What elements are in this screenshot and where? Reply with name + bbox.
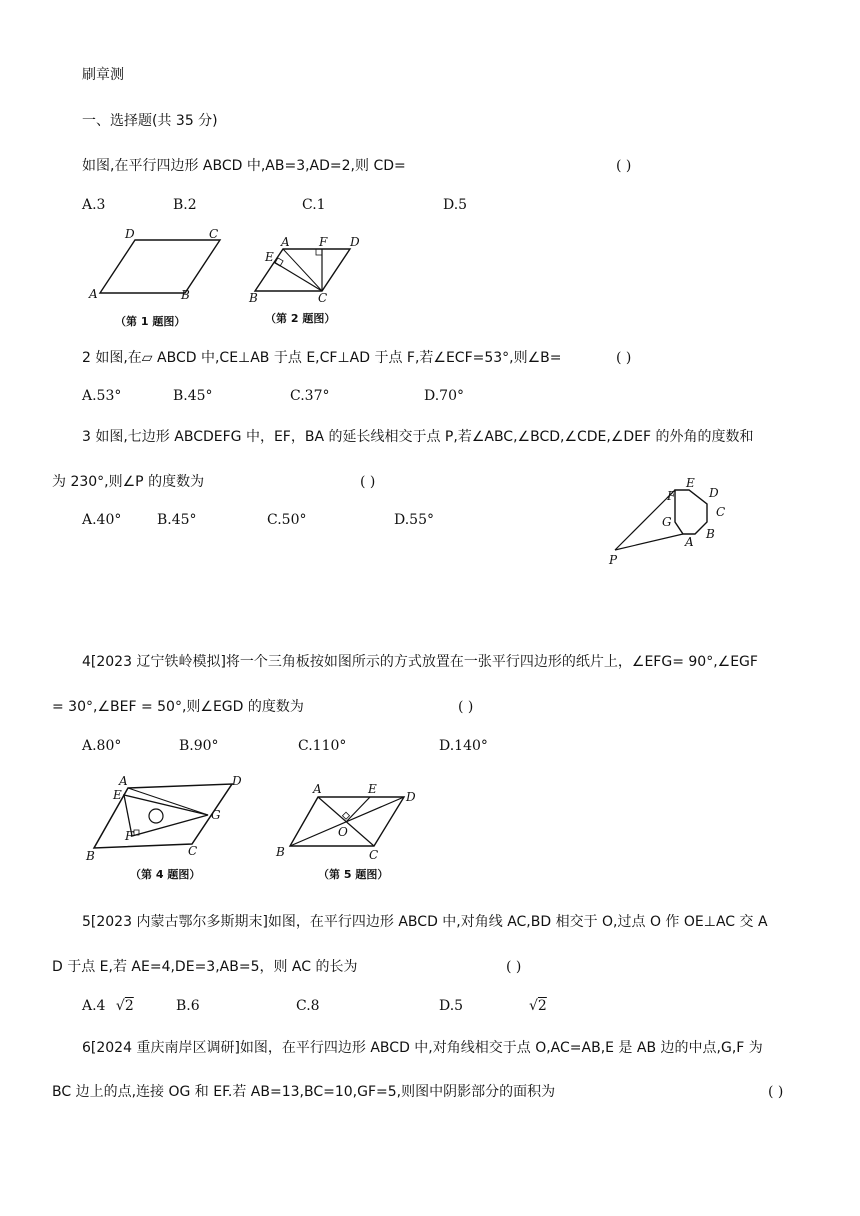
- q5-option-b: B.6: [176, 998, 200, 1014]
- q4-answer-paren: ( ): [458, 699, 474, 715]
- q1-option-d: D.5: [443, 197, 468, 213]
- q3-answer-paren: ( ): [360, 474, 376, 490]
- q1-option-c: C.1: [302, 197, 326, 213]
- page-title: 刷章测: [82, 67, 124, 83]
- svg-text:E: E: [368, 782, 377, 796]
- q2-option-c: C.37°: [290, 388, 330, 404]
- figure-q4-q5: [82, 770, 442, 890]
- svg-text:C: C: [209, 227, 219, 241]
- q5-option-d-sqrt: √2: [529, 998, 547, 1014]
- q5-option-d: D.5: [439, 998, 464, 1014]
- figure-1-caption: （第 1 题图）: [115, 315, 186, 328]
- figure-q1-q2: [85, 225, 385, 335]
- svg-text:A: A: [119, 774, 128, 788]
- q2-option-b: B.45°: [173, 388, 213, 404]
- svg-text:E: E: [686, 476, 695, 490]
- svg-text:O: O: [338, 825, 348, 839]
- q1-option-b: B.2: [173, 197, 197, 213]
- svg-text:A: A: [89, 287, 98, 301]
- section-heading: 一、选择题(共 35 分): [82, 113, 218, 129]
- svg-text:G: G: [662, 515, 672, 529]
- figure-2-caption: （第 2 题图）: [265, 312, 336, 325]
- q6-stem-line1: 6[2024 重庆南岸区调研]如图，在平行四边形 ABCD 中,对角线相交于点 O,AC=AB,E 是 AB 边的中点,G,F 为: [82, 1040, 763, 1056]
- q5-option-d-radicand: 2: [537, 998, 547, 1014]
- q3-option-b: B.45°: [157, 512, 197, 528]
- svg-text:A: A: [685, 535, 694, 549]
- svg-text:E: E: [265, 250, 274, 264]
- svg-text:P: P: [609, 553, 618, 567]
- q5-stem-line2: D 于点 E,若 AE=4,DE=3,AB=5，则 AC 的长为: [52, 959, 358, 975]
- svg-text:C: C: [188, 844, 198, 858]
- q3-option-a: A.40°: [82, 512, 122, 528]
- q3-stem-line2: 为 230°,则∠P 的度数为: [52, 474, 205, 490]
- svg-text:C: C: [369, 848, 379, 862]
- svg-text:G: G: [211, 808, 221, 822]
- svg-text:F: F: [667, 489, 676, 503]
- figure-1-parallelogram: [88, 227, 220, 302]
- svg-text:B: B: [276, 845, 285, 859]
- q5-answer-paren: ( ): [506, 959, 522, 975]
- svg-text:A: A: [313, 782, 322, 796]
- svg-text:D: D: [709, 486, 719, 500]
- q4-stem-line1: 4[2023 辽宁铁岭模拟]将一个三角板按如图所示的方式放置在一张平行四边形的纸片上，∠EFG= 90°,∠EGF: [82, 654, 758, 670]
- q2-answer-paren: ( ): [616, 350, 632, 366]
- q5-option-a-sqrt: √2: [115, 998, 134, 1014]
- svg-text:F: F: [319, 235, 328, 249]
- figure-5-parallelogram: [275, 782, 416, 862]
- svg-text:A: A: [281, 235, 290, 249]
- q4-stem-line2: = 30°,∠BEF = 50°,则∠EGD 的度数为: [52, 699, 304, 715]
- q6-answer-paren: ( ): [768, 1084, 784, 1100]
- figure-4-caption: （第 4 题图）: [130, 868, 201, 881]
- q4-option-c: C.110°: [298, 738, 347, 754]
- q1-stem: 如图,在平行四边形 ABCD 中,AB=3,AD=2,则 CD=: [82, 158, 406, 174]
- svg-text:C: C: [716, 505, 726, 519]
- q3-option-c: C.50°: [267, 512, 307, 528]
- q3-option-d: D.55°: [394, 512, 434, 528]
- q5-option-c: C.8: [296, 998, 320, 1014]
- svg-text:D: D: [350, 235, 360, 249]
- svg-text:B: B: [706, 527, 715, 541]
- figure-5-caption: （第 5 题图）: [318, 868, 389, 881]
- svg-text:B: B: [249, 291, 258, 305]
- q1-option-a: A.3: [82, 197, 106, 213]
- q4-option-d: D.140°: [439, 738, 488, 754]
- q4-option-b: B.90°: [179, 738, 219, 754]
- svg-text:B: B: [181, 288, 190, 302]
- q2-option-d: D.70°: [424, 388, 464, 404]
- q2-stem: 2 如图,在▱ ABCD 中,CE⊥AB 于点 E,CF⊥AD 于点 F,若∠ECF=53°,则∠B=: [82, 350, 562, 366]
- q5-stem-line1: 5[2023 内蒙古鄂尔多斯期末]如图，在平行四边形 ABCD 中,对角线 AC,BD 相交于 O,过点 O 作 OE⊥AC 交 A: [82, 914, 768, 930]
- q5-option-a-radicand: 2: [124, 998, 134, 1014]
- q2-option-a: A.53°: [82, 388, 122, 404]
- q5-option-a-label: A.4: [82, 998, 106, 1014]
- svg-text:F: F: [125, 829, 134, 843]
- figure-2-parallelogram: [248, 235, 360, 305]
- svg-text:D: D: [232, 774, 242, 788]
- figure-3-heptagon: [605, 478, 745, 568]
- q1-answer-paren: ( ): [616, 158, 632, 174]
- svg-text:E: E: [113, 788, 122, 802]
- q6-stem-line2: BC 边上的点,连接 OG 和 EF.若 AB=13,BC=10,GF=5,则图中阴影部分的面积为: [52, 1084, 556, 1100]
- svg-text:B: B: [86, 849, 95, 863]
- svg-text:D: D: [406, 790, 416, 804]
- svg-text:D: D: [125, 227, 135, 241]
- svg-text:C: C: [318, 291, 328, 305]
- figure-4-parallelogram: [85, 774, 242, 863]
- q5-option-a: [82, 999, 134, 1013]
- q3-stem-line1: 3 如图,七边形 ABCDEFG 中，EF，BA 的延长线相交于点 P,若∠ABC,∠BCD,∠CDE,∠DEF 的外角的度数和: [82, 429, 754, 445]
- q4-option-a: A.80°: [82, 738, 122, 754]
